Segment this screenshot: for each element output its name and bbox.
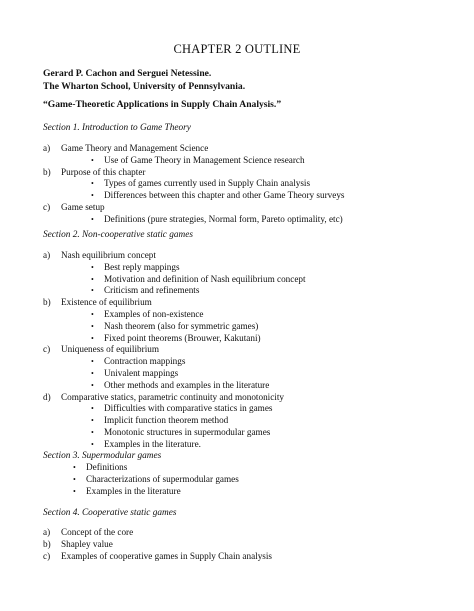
item-text: Shapley value [61,538,113,549]
sub-item [61,262,306,274]
sub-item-text: Definitions [86,462,128,472]
sub-item [61,333,306,345]
sub-list [61,262,306,297]
sub-item-text: Contraction mappings [104,356,186,367]
sub-list [61,214,345,226]
sub-item [61,427,306,439]
item-text: Game Theory and Management Science [61,143,209,153]
section-1-outline [43,143,345,226]
bullet-icon: • [91,416,94,426]
paper-title: “Game-Theoretic Applications in Supply Chain Analysis.” [43,99,282,110]
sub-item [61,155,345,167]
section-heading: Section 1. Introduction to Game Theory [43,123,191,133]
sub-item [61,403,306,415]
outline-item [43,539,272,551]
author-affiliation: The Wharton School, University of Pennsylvania. [43,80,246,92]
bullet-icon: • [73,474,76,484]
sub-item [61,380,306,392]
sub-item-text: Criticism and refinements [104,285,200,296]
bullet-icon: • [91,309,94,319]
outline-item [43,527,272,539]
section-heading: Section 3. Supermodular games [43,451,162,461]
outline-item [43,344,306,391]
item-text: Uniqueness of equilibrium [61,344,159,355]
item-text: Existence of equilibrium [61,297,152,308]
sub-item-text: Nash theorem (also for symmetric games) [104,320,259,331]
outline-item [43,551,272,563]
bullet-icon: • [91,427,94,437]
section-heading: Section 2. Non-cooperative static games [43,230,194,240]
sub-item [61,439,306,451]
bullet-icon: • [73,463,76,472]
sub-item [61,190,345,202]
item-text: Purpose of this chapter [61,166,146,177]
sub-item [43,486,239,498]
outline-item [43,392,306,451]
item-marker: b) [43,297,51,308]
sub-item-text: Difficulties with comparative statics in games [104,403,273,414]
bullet-icon: • [91,321,94,331]
sub-item [61,321,306,333]
outline-item [43,297,306,344]
item-text: Game setup [61,201,105,212]
item-text: Nash equilibrium concept [61,250,156,260]
sub-list [61,178,345,202]
sub-item-text: Univalent mappings [104,367,179,378]
sub-item [61,309,306,321]
author-names: Gerard P. Cachon and Serguei Netessine. [43,68,212,79]
sub-item [43,462,239,474]
author-block [43,68,245,93]
sub-list [61,403,306,450]
chapter-title: CHAPTER 2 OUTLINE [173,42,301,56]
item-text: Examples of cooperative games in Supply Chain analysis [61,550,273,561]
bullet-icon: • [91,191,94,201]
bullet-icon: • [91,368,94,378]
item-text: Comparative statics, parametric continuity and monotonicity [61,391,284,402]
bullet-icon: • [91,179,94,189]
bullet-icon: • [91,357,94,367]
bullet-icon: • [91,286,94,296]
outline-item [43,202,345,226]
sub-item-text: Characterizations of supermodular games [86,473,239,484]
bullet-icon: • [91,155,94,165]
item-marker: b) [43,538,51,549]
item-marker: b) [43,166,51,177]
bullet-icon: • [91,214,94,224]
sub-item [61,178,345,190]
item-marker: d) [43,391,51,402]
sub-item-text: Fixed point theorems (Brouwer, Kakutani) [104,332,261,343]
sub-item-text: Examples in the literature. [104,438,201,449]
sub-item [43,474,239,486]
bullet-icon: • [91,404,94,414]
sub-item-text: Examples in the literature [86,485,181,496]
sub-item [61,415,306,427]
item-marker: a) [43,527,51,537]
outline-item [43,250,306,297]
bullet-icon: • [73,486,76,496]
sub-item-text: Best reply mappings [104,261,180,272]
item-marker: c) [43,201,51,212]
sub-item [61,368,306,380]
outline-item [43,143,345,167]
item-text: Concept of the core [61,527,134,537]
bullet-icon: • [91,380,94,390]
sub-list [61,309,306,344]
sub-list [61,155,345,167]
sub-item-text: Motivation and definition of Nash equilibrium concept [104,273,306,284]
bullet-icon: • [91,333,94,343]
bullet-icon: • [91,274,94,284]
sub-item-text: Other methods and examples in the literature [104,379,270,390]
bullet-icon: • [91,262,94,272]
sub-item-text: Monotonic structures in supermodular games [104,426,271,437]
section-3-outline [43,462,239,497]
sub-item-text: Differences between this chapter and other Game Theory surveys [104,190,345,201]
item-marker: a) [43,250,51,260]
sub-item [61,214,345,226]
sub-list [61,356,306,391]
sub-item-text: Definitions (pure strategies, Normal form, Pareto optimality, etc) [104,213,343,224]
sub-item [61,285,306,297]
sub-item [61,356,306,368]
outline-item [43,167,345,202]
sub-item [61,274,306,286]
sub-item-text: Implicit function theorem method [104,415,229,426]
section-heading: Section 4. Cooperative static games [43,508,177,518]
section-4-outline [43,527,272,562]
sub-item-text: Use of Game Theory in Management Science research [104,154,305,165]
section-2-outline [43,250,306,451]
sub-item-text: Examples of non-existence [104,308,204,319]
item-marker: a) [43,143,51,153]
item-marker: c) [43,550,51,561]
sub-item-text: Types of games currently used in Supply Chain analysis [104,178,311,189]
bullet-icon: • [91,439,94,449]
item-marker: c) [43,344,51,355]
